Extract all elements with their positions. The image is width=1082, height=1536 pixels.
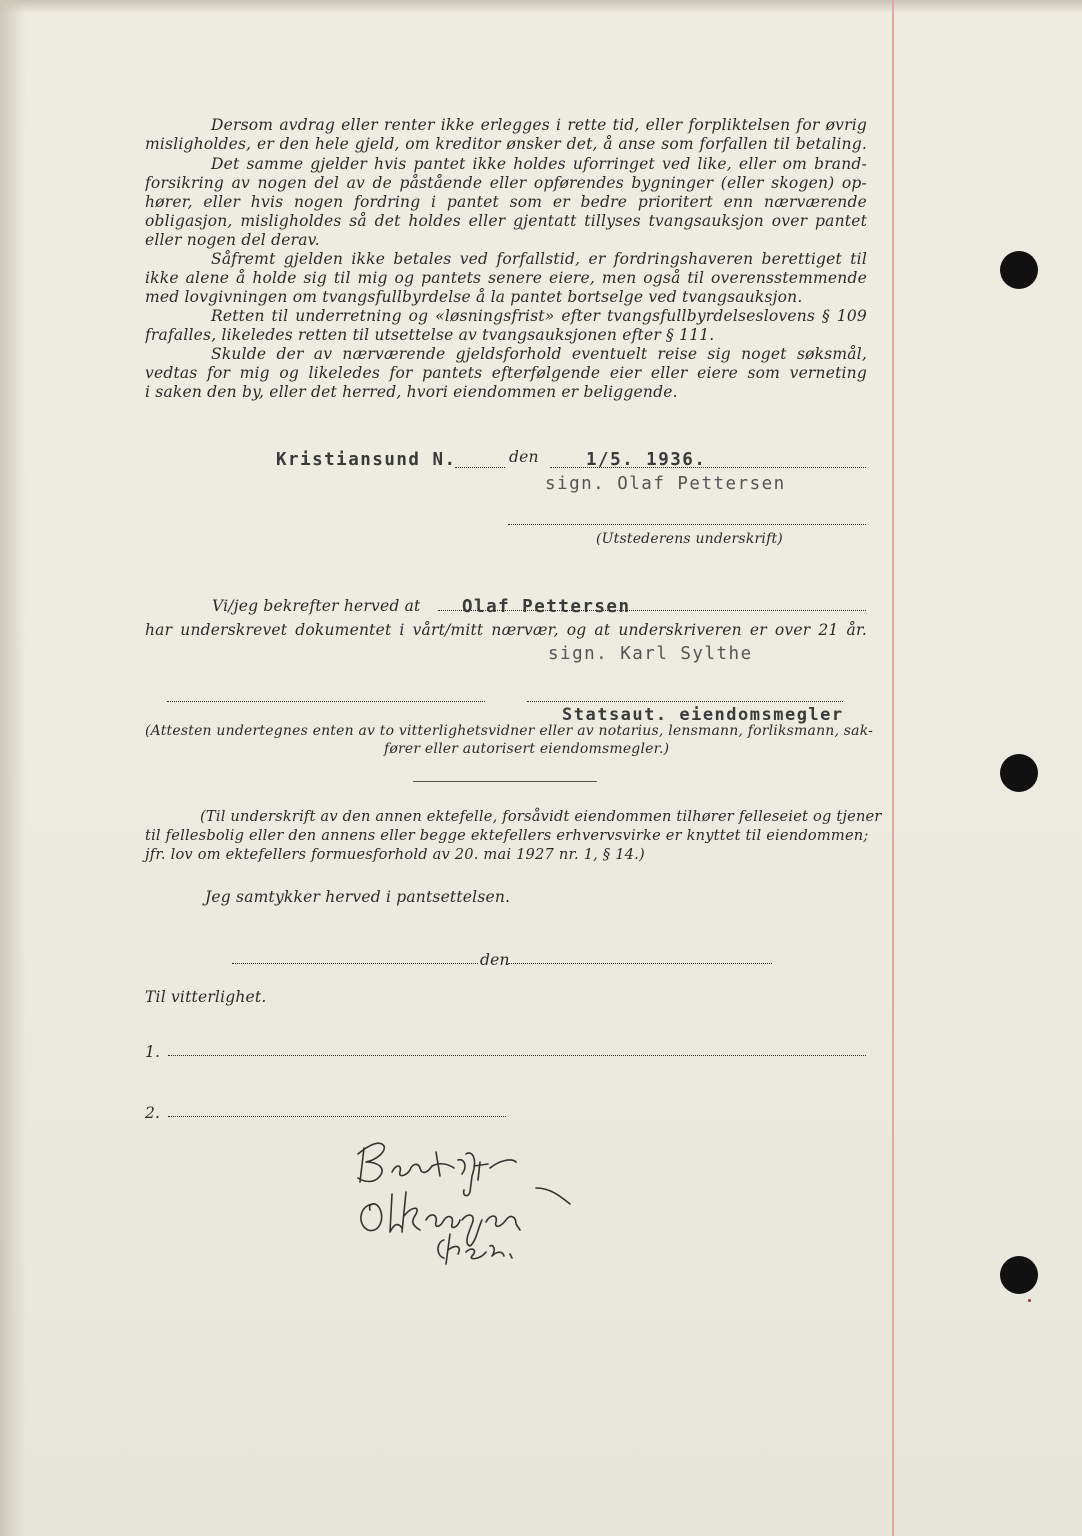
text-line: Dersom avdrag eller renter ikke erlegges i rette tid, eller forpliktelsen for øvrig: [211, 116, 867, 134]
issuer-signature-line: [508, 524, 866, 525]
punch-hole: [1000, 251, 1038, 289]
text-line: Såfremt gjelden ikke betales ved forfallstid, er fordringshaveren berettiget til: [211, 250, 867, 268]
text-line: misligholdes, er den hele gjeld, om kreditor ønsker det, å anse som forfallen til betaling.: [145, 135, 867, 153]
text-line: frafalles, likeledes retten til utsettelse av tvangsauksjonen efter § 111.: [145, 326, 715, 344]
witness-title: Statsaut. eiendomsmegler: [562, 705, 844, 725]
witness-number: 2.: [145, 1104, 161, 1122]
text-line: med lovgivningen om tvangsfullbyrdelse å la pantet bortselge ved tvangsauksjon.: [145, 288, 803, 306]
witness-line-left: [167, 701, 485, 702]
text-line: forsikring av nogen del av de påstående eller opførendes bygninger (eller skogen) op-: [145, 174, 867, 192]
text-line: vedtas for mig og likeledes for pantets efterfølgende eier eller eiere som verneting: [145, 364, 867, 382]
red-margin-line: [892, 0, 894, 1536]
text-line: hører, eller hvis nogen fordring i pantet som er bedre prioritert enn nærværende: [145, 193, 867, 211]
witness-line-right: [527, 701, 843, 702]
witness-line-2: [168, 1116, 506, 1117]
divider: [413, 781, 597, 782]
spouse-note: til fellesbolig eller den annens eller begge ektefellers erhvervsvirke er knyttet til eiendommen;: [145, 827, 869, 844]
punch-hole: [1000, 754, 1038, 792]
issuer-caption: (Utstederens underskrift): [596, 531, 783, 547]
text-line: obligasjon, misligholdes så det holdes eller gjentatt tillyses tvangsauksjon over pantet: [145, 212, 867, 230]
consent-den-label: den: [480, 951, 510, 969]
witness-signed-text: sign. Karl Sylthe: [548, 644, 753, 664]
witness-line-1: [168, 1055, 866, 1056]
text-line: ikke alene å holde sig til mig og pantets senere eiere, men også til overensstemmende: [145, 269, 867, 287]
text-line: Det samme gjelder hvis pantet ikke holdes uforringet ved like, eller om brand-: [211, 155, 867, 173]
spouse-note: jfr. lov om ektefellers formuesforhold av 20. mai 1927 nr. 1, § 14.): [145, 846, 645, 863]
attest-name: Olaf Pettersen: [462, 597, 631, 617]
handwritten-signature: [340, 1132, 640, 1272]
attest-line2: har underskrevet dokumentet i vårt/mitt nærvær, og at underskriveren er over 21 år.: [145, 621, 867, 639]
punch-hole: [1000, 1256, 1038, 1294]
text-line: eller nogen del derav.: [145, 231, 320, 249]
witness-heading: Til vitterlighet.: [145, 988, 267, 1006]
date-field: 1/5. 1936.: [586, 450, 707, 470]
text-line: Retten til underretning og «løsningsfrist» efter tvangsfullbyrdelseslovens § 109: [211, 307, 867, 325]
text-line: Skulde der av nærværende gjeldsforhold eventuelt reise sig noget søksmål,: [211, 345, 867, 363]
attest-note: (Attesten undertegnes enten av to vitterlighetsvidner eller av notarius, lensmann, forliksmann, sak-: [145, 723, 874, 739]
place-field: Kristiansund N.: [276, 450, 457, 470]
text-line: i saken den by, eller det herred, hvori eiendommen er beliggende.: [145, 383, 678, 401]
den-label: den: [509, 448, 539, 466]
spouse-note: (Til underskrift av den annen ektefelle, forsåvidt eiendommen tilhører felleseiet og tjener: [200, 808, 882, 825]
consent-place-line: [232, 963, 478, 964]
attest-note: fører eller autorisert eiendomsmegler.): [384, 741, 670, 757]
consent-date-line: [508, 963, 772, 964]
witness-number: 1.: [145, 1043, 161, 1061]
issuer-signed-text: sign. Olaf Pettersen: [545, 474, 786, 494]
consent-text: Jeg samtykker herved i pantsettelsen.: [205, 888, 511, 906]
attest-prefix: Vi/jeg bekrefter herved at: [212, 597, 421, 615]
